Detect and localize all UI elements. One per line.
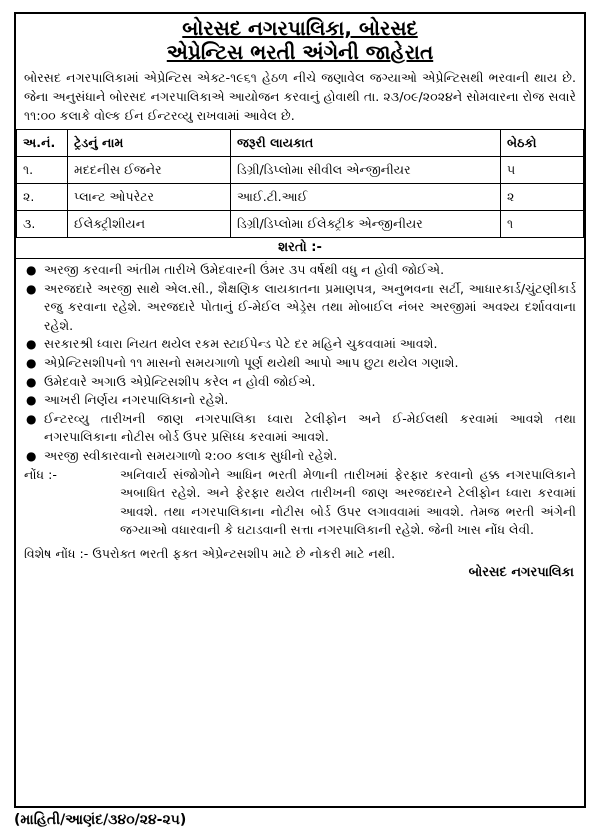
- condition-text: અરજદારે અરજી સાથે એલ.સી., શૈક્ષણિક લાયકાતના પ્રમાણપત્ર, અનુભવના સર્ટી, આધારકાર્ડ/ચુંટણીકાર્ડ રજુ કરવાના રહેશે. અરજદારે પોતાનું ઈ-મેઈલ એડ્રેસ તથા મોબાઈલ નંબર અરજીમાં અવશ્ય દર્શાવવાના રહેશે.: [44, 280, 576, 333]
- note-label: નોંધ :-: [24, 466, 57, 482]
- column-header-seats: બેઠકો: [501, 130, 584, 157]
- bullet-icon: ●: [26, 337, 37, 352]
- table-row: [17, 211, 584, 238]
- intro-paragraph: બોરસદ નગરપાલિકામાં એપ્રેન્ટિસ એક્ટ-૧૯૬૧ હેઠળ નીચે જણાવેલ જગ્યાઓ એપ્રેન્ટિસથી ભરવાની થાય છે. જેના અનુસંધાને બોરસદ નગરપાલિકાએ આયોજન કરવાનું હોવાથી તા. ૨૩/૦૯/૨૦૨૪ને સોમવારના રોજ સવારે ૧૧:૦૦ કલાકે વોલ્ક ઈન ઈન્ટરવ્યુ રાખવામાં આવેલ છે.: [24, 70, 576, 123]
- bullet-icon: ●: [26, 355, 37, 370]
- list-item: [24, 280, 576, 336]
- list-item: [24, 410, 576, 447]
- note-text: અનિવાર્ય સંજોગોને આધિન ભરતી મેળાની તારીખમાં ફેરફાર કરવાનો હક્ક નગરપાલિકાને અબાધિત રહેશે. અને ફેરફાર થયેલ તારીખની જાણ અરજદારને ટેલીફોન ધ્વારા કરવામાં આવશે. તથા નગરપાલિકાના નોટીસ બોર્ડ ઉપર લગાવવામાં આવશે. તેમજ ભરતી અંગેની જગ્યાઓ વધારવાની કે ઘટાડવાની સત્તા નગરપાલિકાની રહેશે. જેની ખાસ નોંધ લેવી.: [120, 466, 576, 538]
- cell-qualification: ડિગ્રી/ડિપ્લોમા સીવીલ એન્જીનીયર: [231, 157, 501, 184]
- column-header-serial: અ.નં.: [17, 130, 68, 157]
- column-header-trade: ટ્રેડનું નામ: [68, 130, 231, 157]
- cell-serial: ૨.: [17, 184, 68, 211]
- list-item: [24, 391, 576, 410]
- condition-text: સરકારશ્રી ધ્વારા નિયત થયેલ રકમ સ્ટાઈપેન્ડ પેટે દર મહિને ચુકવવામાં આવશે.: [44, 336, 438, 352]
- bullet-icon: ●: [26, 263, 37, 277]
- cell-seats: ૫: [501, 157, 584, 184]
- condition-text: અરજી સ્વીકારવાનો સમયગાળો ૨:૦૦ કલાક સુધીનો રહેશે.: [44, 447, 338, 463]
- table-row: [17, 184, 584, 211]
- cell-serial: ૧.: [17, 157, 68, 184]
- cell-trade: ઈલેક્ટ્રીશીયન: [68, 211, 231, 238]
- bullet-icon: ●: [26, 411, 37, 426]
- cell-trade: પ્લાન્ટ ઓપરેટર: [68, 184, 231, 211]
- reference-number: (માહિતી/આણંદ/૩૪૦/૨૪-૨૫): [14, 812, 187, 828]
- table-header-row: [17, 130, 584, 157]
- condition-text: ઈન્ટરવ્યુ તારીખની જાણ નગરપાલિકા ધ્વારા ટેલીફોન અને ઈ-મેઈલથી કરવામાં આવશે તથા નગરપાલિકાના નોટીસ બોર્ડ ઉપર પ્રસિધ્ધ કરવામાં આવશે.: [44, 410, 576, 445]
- condition-text: ઉમેદવારે અગાઉ એપ્રેન્ટિસશીપ કરેલ ન હોવી જોઈએ.: [44, 373, 316, 389]
- list-item: [24, 354, 576, 373]
- condition-text: અરજી કરવાની અંતીમ તારીખે ઉમેદવારની ઉંમર ૩૫ વર્ષથી વધુ ન હોવી જોઈએ.: [44, 262, 445, 277]
- cell-seats: ૨: [501, 184, 584, 211]
- column-header-qualification: જરૂરી લાયકાત: [231, 130, 501, 157]
- condition-text: આખરી નિર્ણય નગરપાલિકાનો રહેશે.: [44, 392, 229, 408]
- list-item: [24, 447, 576, 466]
- vacancy-table: [16, 129, 584, 238]
- cell-serial: ૩.: [17, 211, 68, 238]
- note-section: [16, 466, 584, 540]
- table-row: [17, 157, 584, 184]
- advertisement-box: [14, 12, 586, 808]
- list-item: [24, 335, 576, 354]
- bullet-icon: ●: [26, 393, 37, 408]
- special-note: વિશેષ નોંધ :- ઉપરોક્ત ભરતી ફક્ત એપ્રેન્ટસશીપ માટે છે નોકરી માટે નથી.: [24, 545, 396, 561]
- conditions-list: [16, 259, 584, 466]
- page-subtitle: એપ્રેન્ટિસ ભરતી અંગેની જાહેરાત: [166, 40, 434, 64]
- cell-qualification: ડિગ્રી/ડિપ્લોમા ઈલેક્ટ્રીક એન્જીનીયર: [231, 211, 501, 238]
- bullet-icon: ●: [26, 281, 37, 296]
- bullet-icon: ●: [26, 448, 37, 463]
- conditions-title: શરતો :-: [16, 238, 584, 259]
- signature: બોરસદ નગરપાલિકા: [468, 564, 574, 580]
- condition-text: એપ્રેન્ટિસશીપનો ૧૧ માસનો સમયગાળો પૂર્ણ થયેથી આપો આપ છુટા થયેલ ગણાશે.: [44, 354, 459, 370]
- cell-qualification: આઈ.ટી.આઈ: [231, 184, 501, 211]
- page-title: બોરસદ નગરપાલિકા, બોરસદ: [182, 16, 418, 40]
- cell-seats: ૧: [501, 211, 584, 238]
- list-item: [24, 261, 576, 280]
- cell-trade: મદદનીસ ઈજનેર: [68, 157, 231, 184]
- list-item: [24, 373, 576, 392]
- bullet-icon: ●: [26, 374, 37, 389]
